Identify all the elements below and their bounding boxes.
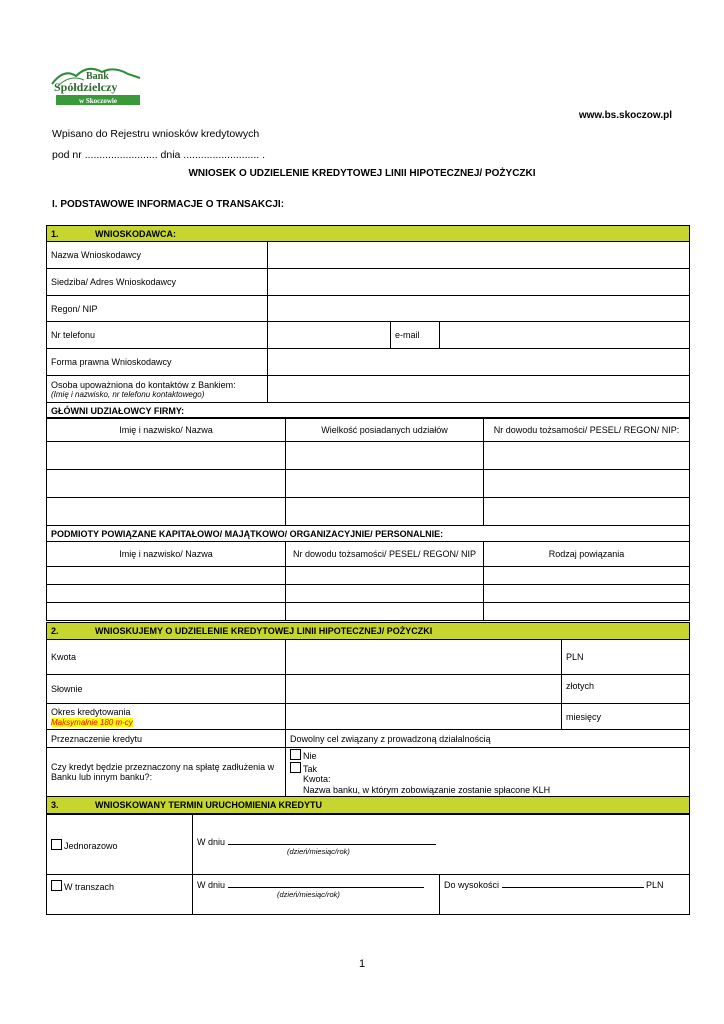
- shareholders-table: [46, 417, 690, 621]
- related-cell[interactable]: [286, 567, 484, 585]
- related-cell[interactable]: [484, 585, 690, 603]
- logo-text-bank: Bank: [86, 71, 109, 82]
- shareholders-col-id: Nr dowodu tożsamości/ PESEL/ REGON/ NIP:: [484, 418, 690, 442]
- checkbox-yes[interactable]: [290, 762, 301, 773]
- applicant-name-label: Nazwa Wnioskodawcy: [47, 242, 268, 269]
- once-date-cell: [193, 815, 690, 875]
- shareholder-cell[interactable]: [47, 470, 286, 498]
- disbursement-table: [46, 814, 690, 915]
- checkbox-no[interactable]: [290, 749, 301, 760]
- once-option: [47, 815, 193, 875]
- related-col-type: Rodzaj powiązania: [484, 542, 690, 567]
- shareholders-col-name: Imię i nazwisko/ Nazwa: [47, 418, 286, 442]
- amount-field[interactable]: [286, 640, 562, 675]
- contact-person-label: Osoba upoważniona do kontaktów z Bankiem: (Imię i nazwisko, nr telefonu kontaktowego): [47, 376, 268, 403]
- page-number: 1: [358, 958, 366, 970]
- shareholder-cell[interactable]: [484, 498, 690, 526]
- period-field[interactable]: [286, 704, 562, 730]
- tranches-option: [47, 875, 193, 915]
- up-to-currency: PLN: [646, 880, 664, 890]
- tranches-date-hint: (dzień/miesiąc/rok): [277, 890, 340, 899]
- bank-logo: [50, 62, 142, 106]
- yes-bank-label: Nazwa banku, w którym zobowiązanie zostanie spłacone KLH: [303, 784, 551, 795]
- section2-header: 2. WNIOSKUJEMY O UDZIELENIE KREDYTOWEJ LINII HIPOTECZNEJ/ POŻYCZKI: [47, 623, 690, 640]
- number-line: pod nr ......................... dnia .......................... .: [52, 149, 265, 161]
- shareholders-col-shares: Wielkość posiadanych udziałów: [286, 418, 484, 442]
- once-date-hint: (dzień/miesiąc/rok): [287, 847, 350, 856]
- shareholder-cell[interactable]: [286, 498, 484, 526]
- regon-nip-field[interactable]: [268, 296, 690, 322]
- legal-form-label: Forma prawna Wnioskodawcy: [47, 349, 268, 376]
- checkbox-tranches[interactable]: [51, 880, 62, 891]
- tranches-date-label: W dniu: [197, 880, 226, 890]
- once-date-field[interactable]: [228, 835, 436, 845]
- related-cell[interactable]: [47, 603, 286, 621]
- related-cell[interactable]: [484, 567, 690, 585]
- shareholder-cell[interactable]: [286, 442, 484, 470]
- shareholder-cell[interactable]: [484, 442, 690, 470]
- tranches-date-field[interactable]: [228, 878, 424, 888]
- repay-options: [286, 748, 690, 797]
- bank-url[interactable]: www.bs.skoczow.pl: [578, 110, 672, 121]
- in-words-unit: złotych: [562, 675, 690, 704]
- legal-form-field[interactable]: [268, 349, 690, 376]
- phone-field[interactable]: [268, 322, 391, 349]
- checkbox-once[interactable]: [51, 839, 62, 850]
- tranches-label: W transzach: [64, 882, 115, 892]
- related-cell[interactable]: [484, 603, 690, 621]
- email-label: e-mail: [391, 322, 440, 349]
- address-label: Siedziba/ Adres Wnioskodawcy: [47, 269, 268, 296]
- period-label: Okres kredytowania Maksymalnie 180 m-cy: [47, 704, 286, 730]
- up-to-label: Do wysokości: [444, 880, 500, 890]
- address-field[interactable]: [268, 269, 690, 296]
- once-date-label: W dniu: [197, 837, 226, 847]
- related-cell[interactable]: [286, 603, 484, 621]
- option-yes-label: Tak: [303, 763, 318, 774]
- shareholder-cell[interactable]: [47, 498, 286, 526]
- up-to-field[interactable]: [502, 878, 644, 888]
- shareholders-title: GŁÓWNI UDZIAŁOWCY FIRMY:: [47, 403, 690, 419]
- section-title: I. PODSTAWOWE INFORMACJE O TRANSAKCJI:: [52, 199, 285, 210]
- yes-amount-label: Kwota:: [303, 774, 331, 784]
- form-title: WNIOSEK O UDZIELENIE KREDYTOWEJ LINII HIPOTECZNEJ/ POŻYCZKI: [188, 168, 536, 179]
- applicant-name-field[interactable]: [268, 242, 690, 269]
- in-words-field[interactable]: [286, 675, 562, 704]
- related-title: PODMIOTY POWIĄZANE KAPITAŁOWO/ MAJĄTKOWO/ ORGANIZACYJNIE/ PERSONALNIE:: [47, 526, 690, 542]
- amount-label: Kwota: [47, 640, 286, 675]
- logo-text-location: w Skoczowie: [79, 97, 117, 105]
- shareholder-cell[interactable]: [286, 470, 484, 498]
- regon-nip-label: Regon/ NIP: [47, 296, 268, 322]
- period-unit: miesięcy: [562, 704, 690, 730]
- repay-question: Czy kredyt będzie przeznaczony na spłatę zadłużenia w Banku lub innym banku?:: [47, 748, 286, 797]
- purpose-value: Dowolny cel związany z prowadzoną działalnością: [286, 730, 690, 748]
- section1-header: 1. WNIOSKODAWCA:: [47, 226, 690, 242]
- applicant-table: [46, 225, 690, 419]
- phone-label: Nr telefonu: [47, 322, 268, 349]
- once-label: Jednorazowo: [64, 840, 118, 851]
- email-field[interactable]: [440, 322, 690, 349]
- registry-line: Wpisano do Rejestru wniosków kredytowych: [52, 128, 260, 140]
- related-cell[interactable]: [47, 585, 286, 603]
- option-no-label: Nie: [303, 751, 317, 761]
- in-words-label: Słownie: [47, 675, 286, 704]
- contact-person-field[interactable]: [268, 376, 690, 403]
- shareholder-cell[interactable]: [484, 470, 690, 498]
- related-col-name: Imię i nazwisko/ Nazwa: [47, 542, 286, 567]
- loan-table: [46, 622, 690, 814]
- shareholder-cell[interactable]: [47, 442, 286, 470]
- tranches-date-cell: [193, 875, 440, 915]
- purpose-label: Przeznaczenie kredytu: [47, 730, 286, 748]
- related-col-id: Nr dowodu tożsamości/ PESEL/ REGON/ NIP: [286, 542, 484, 567]
- tranches-amount-cell: [440, 875, 690, 915]
- logo-text-name: Spółdzielczy: [54, 80, 118, 94]
- related-cell[interactable]: [286, 585, 484, 603]
- related-cell[interactable]: [47, 567, 286, 585]
- amount-unit: PLN: [562, 640, 690, 675]
- section3-header: 3. WNIOSKOWANY TERMIN URUCHOMIENIA KREDYTU: [47, 797, 690, 814]
- period-max-note: Maksymalnie 180 m-cy: [51, 717, 133, 727]
